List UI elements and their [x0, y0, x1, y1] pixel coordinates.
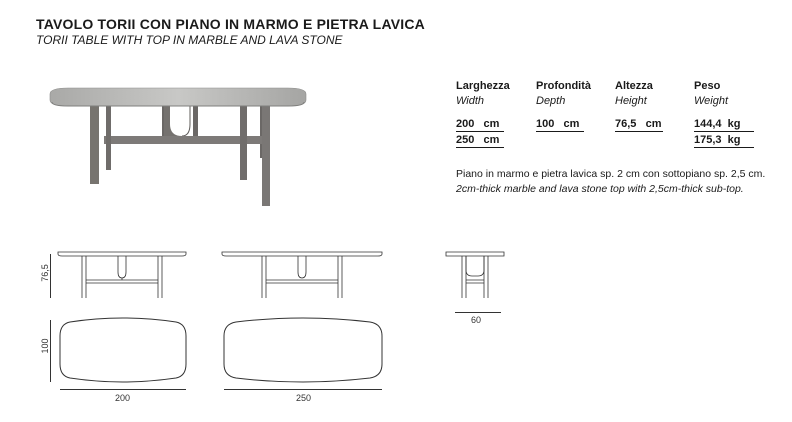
spec-rule [536, 131, 584, 132]
side-width-dimension: 60 [471, 315, 482, 325]
spec-weight-value: 144,4 kg [694, 118, 741, 130]
plan-200-drawing [58, 318, 188, 382]
dimension-line [60, 389, 186, 390]
dimension-line [455, 312, 501, 313]
spec-depth-value: 100 cm [536, 118, 580, 130]
spec-weight-value: 175,3 kg [694, 134, 741, 146]
depth-dimension: 100 [40, 338, 50, 354]
width-200-dimension: 200 [115, 393, 131, 403]
spec-depth-label: Profondità [536, 80, 591, 92]
construction-note-en: 2cm-thick marble and lava stone top with 2,5cm-thick sub-top. [456, 183, 744, 195]
side-elevation-drawing [446, 250, 506, 310]
spec-width-label: Larghezza [456, 80, 510, 92]
spec-height-label-en: Height [615, 95, 647, 107]
spec-height-label: Altezza [615, 80, 653, 92]
spec-rule [456, 131, 504, 132]
dimension-line [224, 389, 382, 390]
spec-weight-label-en: Weight [694, 95, 729, 107]
construction-note: Piano in marmo e pietra lavica sp. 2 cm con sottopiano sp. 2,5 cm. [456, 168, 766, 180]
spec-height-value: 76,5 cm [615, 118, 662, 130]
spec-width-value: 200 cm [456, 118, 500, 130]
spec-width-label-en: Width [456, 95, 485, 107]
spec-rule [456, 147, 504, 148]
spec-weight-label: Peso [694, 80, 721, 92]
spec-rule [615, 131, 663, 132]
elevation-200-drawing [58, 250, 188, 310]
dimension-line [50, 320, 51, 382]
plan-250-drawing [222, 318, 384, 382]
width-250-dimension: 250 [296, 393, 312, 403]
page-subtitle: TORII TABLE WITH TOP IN MARBLE AND LAVA STONE [36, 33, 343, 47]
spec-rule [694, 131, 754, 132]
table-render [48, 82, 308, 212]
elevation-250-drawing [222, 250, 384, 310]
spec-depth-label-en: Depth [536, 95, 566, 107]
spec-rule [694, 147, 754, 148]
spec-width-value: 250 cm [456, 134, 500, 146]
dimension-line [50, 254, 51, 298]
height-dimension: 76,5 [40, 264, 50, 282]
page-title: TAVOLO TORII CON PIANO IN MARMO E PIETRA LAVICA [36, 16, 425, 32]
